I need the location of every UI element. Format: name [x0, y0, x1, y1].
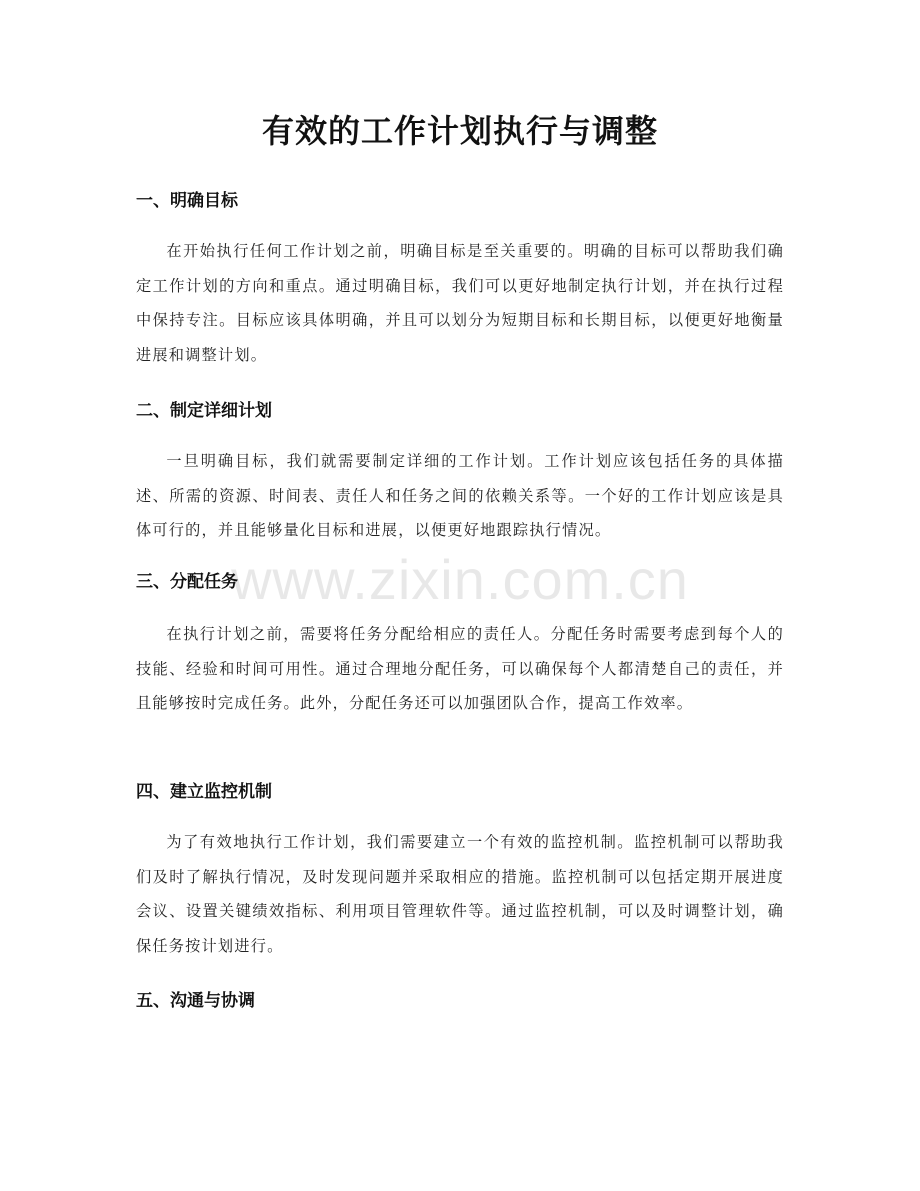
section-heading-4: 四、建立监控机制	[136, 782, 272, 802]
section-heading-1: 一、明确目标	[136, 191, 238, 211]
section-heading-3: 三、分配任务	[136, 572, 238, 592]
section-paragraph-4: 为了有效地执行工作计划，我们需要建立一个有效的监控机制。监控机制可以帮助我们及时了解执行情况，及时发现问题并采取相应的措施。监控机制可以包括定期开展进度会议、设置关键绩效指标、利用项目管理软件等。通过监控机制，可以及时调整计划，确保任务按计划进行。	[136, 833, 784, 955]
watermark: www.zixin.com.cn	[231, 548, 689, 611]
section-heading-2: 二、制定详细计划	[136, 401, 272, 421]
section-paragraph-3: 在执行计划之前，需要将任务分配给相应的责任人。分配任务时需要考虑到每个人的技能、经验和时间可用性。通过合理地分配任务，可以确保每个人都清楚自己的责任，并且能够按时完成任务。此外，分配任务还可以加强团队合作，提高工作效率。	[136, 625, 784, 713]
section-paragraph-2: 一旦明确目标，我们就需要制定详细的工作计划。工作计划应该包括任务的具体描述、所需的资源、时间表、责任人和任务之间的依赖关系等。一个好的工作计划应该是具体可行的，并且能够量化目标和进展，以便更好地跟踪执行情况。	[136, 452, 784, 540]
document-title: 有效的工作计划执行与调整	[261, 112, 658, 150]
section-heading-5: 五、沟通与协调	[136, 991, 255, 1011]
section-paragraph-1: 在开始执行任何工作计划之前，明确目标是至关重要的。明确的目标可以帮助我们确定工作计划的方向和重点。通过明确目标，我们可以更好地制定执行计划，并在执行过程中保持专注。目标应该具体明确，并且可以划分为短期目标和长期目标，以便更好地衡量进展和调整计划。	[136, 242, 784, 364]
